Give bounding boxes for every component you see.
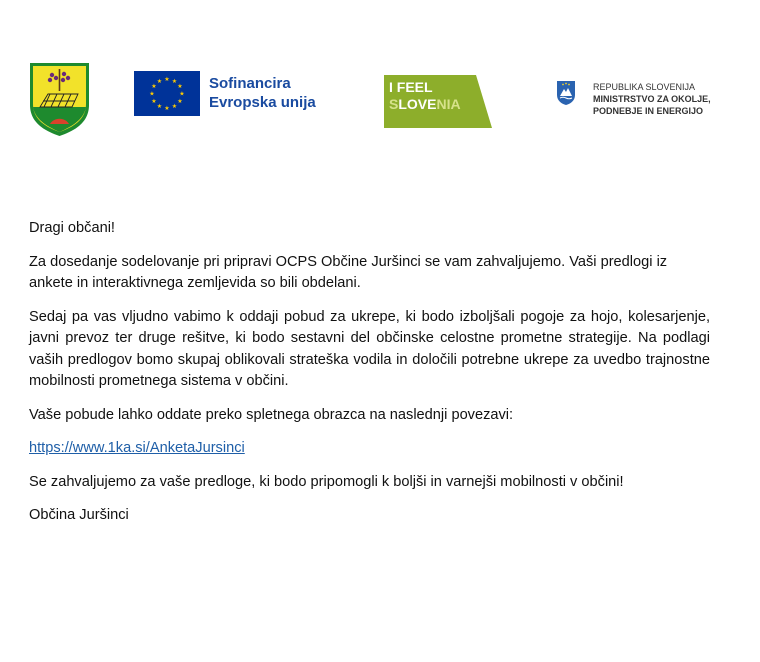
svg-text:★: ★	[164, 76, 170, 83]
svg-text:★: ★	[164, 105, 170, 112]
feel-line-2-a: S	[389, 96, 399, 112]
svg-text:★: ★	[156, 78, 163, 85]
signature: Občina Juršinci	[29, 507, 129, 523]
svg-text:★: ★	[177, 83, 183, 90]
ministry-line-3: PODNEBJE IN ENERGIJO	[593, 106, 704, 116]
paragraph-closing: Se zahvaljujemo za vaše predloge, ki bodo pripomogli k boljši in varnejši mobilnosti v občini!	[29, 473, 624, 490]
slovenia-crest-icon	[556, 80, 576, 106]
feel-line-1: I FEEL	[389, 79, 433, 95]
svg-text:★: ★	[177, 98, 183, 105]
svg-text:★: ★	[171, 78, 178, 85]
paragraph-thanks: Za dosedanje sodelovanje pri pripravi OCPS Občine Juršinci se vam zahvaljujemo. Vaši predlogi iz ankete in interaktivnega zemljevida so bili obdelani.	[29, 253, 668, 291]
ministry-label	[593, 81, 711, 117]
ministry-line-1: REPUBLIKA SLOVENIJA	[593, 82, 696, 92]
svg-text:★: ★	[151, 98, 157, 105]
paragraph-invitation: Sedaj pa vas vljudno vabimo k oddaji pobud za ukrepe, ki bodo izboljšali pogoje za hojo, kolesarjenje, javni prevoz ter druge rešitve, ki bodo sestavni del občinske celostne prometne strategije. Na podlagi vaših predlogov bomo skupaj oblikovali strateška vodila in določili potrebne ukrepe za uvedbo trajnostne mobilnosti prometnega sistema v občini.	[29, 308, 710, 389]
eu-line-1: Sofinancira	[209, 75, 291, 92]
svg-text:★: ★	[149, 90, 155, 98]
letter-body	[29, 218, 710, 539]
link-paragraph	[29, 438, 710, 460]
survey-link[interactable]: https://www.1ka.si/AnketaJursinci	[29, 440, 245, 456]
coat-of-arms-logo	[28, 61, 91, 137]
greeting: Dragi občani!	[29, 220, 115, 236]
logo-bar	[0, 0, 760, 150]
svg-text:★: ★	[171, 103, 178, 110]
paragraph-form-info: Vaše pobude lahko oddate preko spletnega obrazca na naslednji povezavi:	[29, 406, 514, 423]
feel-line-2-c: NIA	[436, 96, 461, 112]
i-feel-slovenia-text	[389, 79, 461, 113]
svg-text:★: ★	[179, 90, 185, 98]
svg-text:★: ★	[156, 103, 163, 110]
eu-line-2: Evropska unija	[209, 94, 316, 111]
feel-line-2-b: LOVE	[398, 96, 437, 112]
eu-flag-icon	[134, 71, 200, 116]
eu-cofinancing-label	[209, 74, 316, 112]
ministry-line-2: MINISTRSTVO ZA OKOLJE,	[593, 94, 711, 104]
feel-line-2	[389, 96, 461, 113]
svg-text:★: ★	[151, 83, 157, 90]
